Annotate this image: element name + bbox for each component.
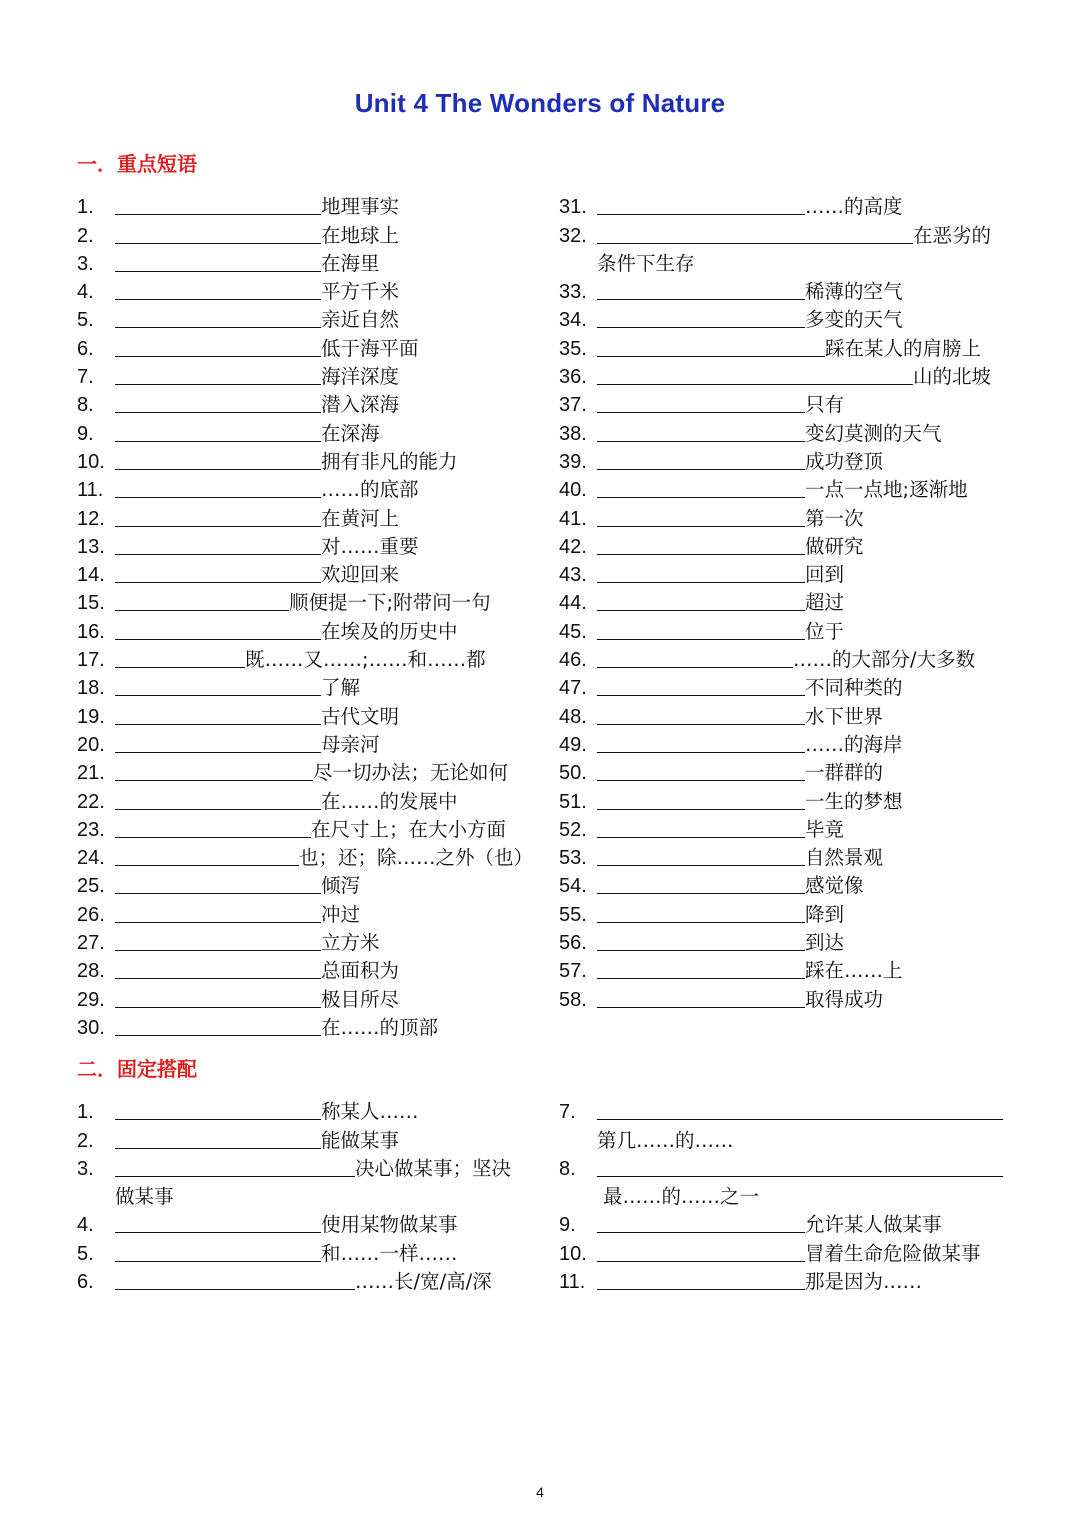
answer-blank[interactable] <box>115 647 245 668</box>
item-number: 33. <box>559 281 587 304</box>
answer-blank[interactable] <box>115 1212 321 1233</box>
item-number: 49. <box>559 733 587 756</box>
item-number: 5. <box>77 1242 94 1265</box>
item-number: 2. <box>77 224 94 247</box>
answer-blank[interactable] <box>597 675 805 696</box>
phrase-item <box>77 672 533 700</box>
item-meaning: 在尺寸上；在大小方面 <box>311 817 507 841</box>
item-meaning: 超过 <box>805 591 845 615</box>
phrase-item <box>559 191 991 219</box>
item-meaning: 在埃及的历史中 <box>321 619 458 643</box>
answer-blank[interactable] <box>597 647 793 668</box>
phrase-item <box>559 559 991 587</box>
answer-blank[interactable] <box>597 590 805 611</box>
item-number: 14. <box>77 564 105 587</box>
item-meaning: 古代文明 <box>321 704 400 728</box>
item-meaning: 只有 <box>805 393 845 417</box>
phrase-item <box>77 898 533 926</box>
item-meaning: 降到 <box>805 902 845 926</box>
phrase-item <box>559 927 991 955</box>
item-meaning: 在黄河上 <box>321 506 400 530</box>
answer-blank[interactable] <box>115 307 321 328</box>
phrase-item <box>559 672 991 700</box>
item-number: 3. <box>77 1157 94 1180</box>
phrase-item <box>559 842 991 870</box>
item-number: 21. <box>77 762 105 785</box>
item-meaning: 在恶劣的 <box>913 223 992 247</box>
answer-blank[interactable] <box>115 223 321 244</box>
phrase-item <box>77 1209 511 1237</box>
phrase-item <box>77 1124 511 1152</box>
answer-blank[interactable] <box>597 336 825 357</box>
phrase-item <box>77 757 533 785</box>
phrase-item <box>77 587 533 615</box>
item-number: 1. <box>77 1101 94 1124</box>
item-meaning: 冒着生命危险做某事 <box>805 1241 981 1265</box>
phrase-item <box>559 1266 1003 1294</box>
item-number: 42. <box>559 535 587 558</box>
answer-blank[interactable] <box>115 1241 321 1262</box>
answer-blank[interactable] <box>115 562 321 583</box>
item-meaning: 在……的顶部 <box>321 1015 439 1039</box>
phrase-item <box>77 502 533 530</box>
item-number: 40. <box>559 479 587 502</box>
item-number: 51. <box>559 790 587 813</box>
item-meaning: 极目所尽 <box>321 987 400 1011</box>
answer-blank[interactable] <box>115 477 321 498</box>
phrase-item <box>77 1266 511 1294</box>
item-number: 58. <box>559 988 587 1011</box>
item-number: 23. <box>77 818 105 841</box>
item-number: 56. <box>559 932 587 955</box>
item-meaning: 海洋深度 <box>321 365 400 389</box>
phrase-item <box>559 219 991 247</box>
phrase-item <box>77 446 533 474</box>
collocations-right-column <box>559 1096 1003 1294</box>
key-phrases-left-column <box>77 191 533 1040</box>
phrase-item <box>559 361 991 389</box>
item-number: 10. <box>559 1242 587 1265</box>
phrase-item <box>77 870 533 898</box>
answer-blank[interactable] <box>115 930 321 951</box>
item-number: 1. <box>77 196 94 219</box>
phrase-item <box>559 417 991 445</box>
item-meaning: ……的高度 <box>805 195 903 219</box>
item-meaning: 和……一样…… <box>321 1241 458 1265</box>
item-number: 15. <box>77 592 105 615</box>
answer-blank[interactable] <box>115 421 321 442</box>
phrase-item <box>559 870 991 898</box>
section-heading-fixed-collocations: 二．固定搭配 <box>77 1057 197 1081</box>
item-number: 9. <box>77 422 94 445</box>
answer-blank[interactable] <box>597 760 805 781</box>
answer-blank[interactable] <box>115 1156 355 1177</box>
phrase-item <box>559 1209 1003 1237</box>
item-number: 50. <box>559 762 587 785</box>
item-number: 45. <box>559 620 587 643</box>
item-number: 38. <box>559 422 587 445</box>
item-meaning: 地理事实 <box>321 195 400 219</box>
item-number: 54. <box>559 875 587 898</box>
phrase-item <box>559 276 991 304</box>
item-number: 24. <box>77 847 105 870</box>
item-number: 28. <box>77 960 105 983</box>
answer-blank[interactable] <box>597 364 913 385</box>
item-number: 46. <box>559 649 587 672</box>
phrase-item <box>77 248 533 276</box>
phrase-item <box>559 700 991 728</box>
item-number: 26. <box>77 903 105 926</box>
phrase-item <box>77 615 533 643</box>
item-number: 20. <box>77 733 105 756</box>
answer-blank[interactable] <box>597 279 805 300</box>
answer-blank[interactable] <box>597 732 805 753</box>
item-meaning: 踩在某人的肩膀上 <box>825 336 982 360</box>
item-meaning: 位于 <box>805 619 845 643</box>
answer-blank[interactable] <box>597 307 805 328</box>
item-meaning: 能做某事 <box>321 1128 400 1152</box>
item-meaning: 拥有非凡的能力 <box>321 449 458 473</box>
item-number: 35. <box>559 337 587 360</box>
phrase-item <box>559 729 991 757</box>
item-meaning: 那是因为…… <box>805 1270 923 1294</box>
answer-blank[interactable] <box>597 421 805 442</box>
answer-blank[interactable] <box>115 336 321 357</box>
item-meaning: 到达 <box>805 931 845 955</box>
answer-blank[interactable] <box>597 223 913 244</box>
phrase-item <box>77 1237 511 1265</box>
answer-blank[interactable] <box>597 534 805 555</box>
phrase-item <box>559 1153 1003 1181</box>
item-meaning: 自然景观 <box>805 846 884 870</box>
answer-blank[interactable] <box>597 392 805 413</box>
item-number: 32. <box>559 224 587 247</box>
item-meaning: 决心做某事；坚决 <box>355 1156 512 1180</box>
item-meaning: 在……的发展中 <box>321 789 458 813</box>
item-meaning-continued: 最……的……之一 <box>603 1185 760 1209</box>
answer-blank[interactable] <box>115 1099 321 1120</box>
answer-blank[interactable] <box>597 1241 805 1262</box>
item-meaning: 第一次 <box>805 506 864 530</box>
phrase-item <box>77 785 533 813</box>
item-meaning: 使用某物做某事 <box>321 1213 458 1237</box>
item-meaning: 允许某人做某事 <box>805 1213 942 1237</box>
item-meaning: 山的北坡 <box>913 365 992 389</box>
answer-blank[interactable] <box>597 789 805 810</box>
item-number: 3. <box>77 252 94 275</box>
item-number: 6. <box>77 1271 94 1294</box>
answer-blank[interactable] <box>115 732 321 753</box>
phrase-item <box>77 276 533 304</box>
item-number: 31. <box>559 196 587 219</box>
item-number: 8. <box>77 394 94 417</box>
answer-blank[interactable] <box>115 675 321 696</box>
phrase-item <box>77 729 533 757</box>
answer-blank[interactable] <box>597 704 805 725</box>
item-meaning: 平方千米 <box>321 280 400 304</box>
answer-blank[interactable] <box>115 958 321 979</box>
item-meaning: 了解 <box>321 676 361 700</box>
section-heading-key-phrases: 一．重点短语 <box>77 152 197 176</box>
phrase-item <box>559 474 991 502</box>
item-meaning-continued: 条件下生存 <box>597 251 695 275</box>
item-number: 4. <box>77 1214 94 1237</box>
collocations-left-column <box>77 1096 511 1294</box>
phrase-item <box>77 361 533 389</box>
item-meaning: ……长/宽/高/深 <box>355 1270 492 1294</box>
item-meaning: 总面积为 <box>321 959 400 983</box>
item-number: 6. <box>77 337 94 360</box>
phrase-item <box>77 417 533 445</box>
phrase-item <box>559 389 991 417</box>
phrase-item <box>77 814 533 842</box>
item-meaning: 对……重要 <box>321 534 419 558</box>
item-number: 44. <box>559 592 587 615</box>
answer-blank[interactable] <box>597 902 805 923</box>
item-meaning: 稀薄的空气 <box>805 280 903 304</box>
phrase-item <box>559 757 991 785</box>
item-number: 4. <box>77 281 94 304</box>
item-meaning: 潜入深海 <box>321 393 400 417</box>
phrase-item <box>559 955 991 983</box>
item-meaning: 称某人…… <box>321 1100 419 1124</box>
item-meaning: 回到 <box>805 563 845 587</box>
item-meaning: 既……又……;……和……都 <box>245 648 486 672</box>
item-number: 11. <box>77 479 104 502</box>
phrase-item <box>77 1096 511 1124</box>
item-number: 11. <box>559 1271 586 1294</box>
item-number: 39. <box>559 450 587 473</box>
phrase-item <box>559 1096 1003 1124</box>
item-number: 25. <box>77 875 105 898</box>
phrase-item <box>77 219 533 247</box>
item-meaning: 不同种类的 <box>805 676 903 700</box>
key-phrases-right-column <box>559 191 991 1012</box>
phrase-item <box>559 332 991 360</box>
answer-blank[interactable] <box>115 506 321 527</box>
phrase-item <box>77 983 533 1011</box>
phrase-item <box>77 531 533 559</box>
item-number: 10. <box>77 450 105 473</box>
item-number: 55. <box>559 903 587 926</box>
answer-blank[interactable] <box>597 506 805 527</box>
phrase-item <box>77 191 533 219</box>
phrase-item <box>559 502 991 530</box>
item-meaning: 成功登顶 <box>805 449 884 473</box>
answer-blank[interactable] <box>597 817 805 838</box>
answer-blank[interactable] <box>115 845 299 866</box>
answer-blank[interactable] <box>115 873 321 894</box>
item-number: 12. <box>77 507 105 530</box>
item-meaning: 顺便提一下;附带问一句 <box>289 591 491 615</box>
answer-blank[interactable] <box>115 279 321 300</box>
item-meaning: 在深海 <box>321 421 380 445</box>
phrase-item <box>77 1012 533 1040</box>
item-meaning: 毕竟 <box>805 817 845 841</box>
answer-blank[interactable] <box>115 251 321 272</box>
phrase-item <box>77 332 533 360</box>
phrase-item <box>77 474 533 502</box>
answer-blank[interactable] <box>115 449 321 470</box>
phrase-item <box>559 587 991 615</box>
answer-blank[interactable] <box>597 562 805 583</box>
answer-blank[interactable] <box>597 1269 805 1290</box>
item-meaning-continued: 第几……的…… <box>597 1128 734 1152</box>
answer-blank[interactable] <box>115 1269 355 1290</box>
item-meaning-continued: 做某事 <box>115 1185 174 1209</box>
item-number: 17. <box>77 649 105 672</box>
item-number: 43. <box>559 564 587 587</box>
answer-blank[interactable] <box>597 619 805 640</box>
phrase-item <box>559 446 991 474</box>
item-meaning: 水下世界 <box>805 704 884 728</box>
answer-blank[interactable] <box>597 1212 805 1233</box>
item-number: 36. <box>559 366 587 389</box>
item-number: 37. <box>559 394 587 417</box>
phrase-item <box>77 700 533 728</box>
item-number: 53. <box>559 847 587 870</box>
answer-blank[interactable] <box>115 902 321 923</box>
item-number: 34. <box>559 309 587 332</box>
item-meaning: 多变的天气 <box>805 308 903 332</box>
page-number: 4 <box>536 1484 544 1500</box>
phrase-item <box>559 304 991 332</box>
item-meaning: 变幻莫测的天气 <box>805 421 942 445</box>
item-meaning: 一生的梦想 <box>805 789 903 813</box>
item-number: 30. <box>77 1016 105 1039</box>
item-meaning: 冲过 <box>321 902 361 926</box>
answer-blank[interactable] <box>115 590 289 611</box>
answer-blank[interactable] <box>115 789 321 810</box>
item-number: 52. <box>559 818 587 841</box>
answer-blank[interactable] <box>597 449 805 470</box>
phrase-item <box>559 983 991 1011</box>
item-number: 29. <box>77 988 105 1011</box>
phrase-item <box>77 842 533 870</box>
item-meaning: 在海里 <box>321 251 380 275</box>
answer-blank[interactable] <box>597 1156 1003 1177</box>
item-number: 57. <box>559 960 587 983</box>
answer-blank[interactable] <box>597 1099 1003 1120</box>
phrase-item <box>559 1237 1003 1265</box>
item-meaning: 取得成功 <box>805 987 884 1011</box>
item-meaning: ……的大部分/大多数 <box>793 648 976 672</box>
item-meaning: 尽一切办法；无论如何 <box>313 761 509 785</box>
item-number: 18. <box>77 677 105 700</box>
answer-blank[interactable] <box>115 760 313 781</box>
answer-blank[interactable] <box>115 1015 321 1036</box>
phrase-item <box>559 785 991 813</box>
phrase-item <box>77 927 533 955</box>
item-meaning: 倾泻 <box>321 874 361 898</box>
item-number: 16. <box>77 620 105 643</box>
answer-blank[interactable] <box>115 392 321 413</box>
phrase-item <box>77 389 533 417</box>
answer-blank[interactable] <box>115 987 321 1008</box>
item-meaning: 感觉像 <box>805 874 864 898</box>
item-number: 22. <box>77 790 105 813</box>
item-meaning: 欢迎回来 <box>321 563 400 587</box>
answer-blank[interactable] <box>115 194 321 215</box>
item-meaning: 母亲河 <box>321 732 380 756</box>
item-meaning: 一点一点地;逐渐地 <box>805 478 968 502</box>
phrase-item <box>77 559 533 587</box>
answer-blank[interactable] <box>115 619 321 640</box>
item-number: 47. <box>559 677 587 700</box>
item-number: 48. <box>559 705 587 728</box>
phrase-item <box>559 615 991 643</box>
phrase-item <box>77 304 533 332</box>
item-number: 27. <box>77 932 105 955</box>
item-meaning: 也；还；除……之外（也） <box>299 846 534 870</box>
item-meaning: 一群群的 <box>805 761 884 785</box>
item-number: 41. <box>559 507 587 530</box>
answer-blank[interactable] <box>115 704 321 725</box>
item-number: 5. <box>77 309 94 332</box>
answer-blank[interactable] <box>597 930 805 951</box>
phrase-item <box>77 644 533 672</box>
item-number: 8. <box>559 1157 576 1180</box>
phrase-item <box>559 531 991 559</box>
item-number: 19. <box>77 705 105 728</box>
item-number: 13. <box>77 535 105 558</box>
item-number: 7. <box>559 1101 576 1124</box>
item-meaning: ……的海岸 <box>805 732 903 756</box>
item-number: 9. <box>559 1214 576 1237</box>
item-meaning: 踩在……上 <box>805 959 903 983</box>
item-number: 7. <box>77 366 94 389</box>
page-title: Unit 4 The Wonders of Nature <box>354 88 726 118</box>
item-meaning: 低于海平面 <box>321 336 419 360</box>
answer-blank[interactable] <box>597 845 805 866</box>
answer-blank[interactable] <box>597 194 805 215</box>
phrase-item <box>559 644 991 672</box>
answer-blank[interactable] <box>115 364 321 385</box>
item-meaning: 亲近自然 <box>321 308 400 332</box>
item-meaning: 立方米 <box>321 931 380 955</box>
item-meaning: 在地球上 <box>321 223 400 247</box>
answer-blank[interactable] <box>597 958 805 979</box>
answer-blank[interactable] <box>115 534 321 555</box>
answer-blank[interactable] <box>597 873 805 894</box>
answer-blank[interactable] <box>597 477 805 498</box>
phrase-item <box>77 1153 511 1181</box>
item-meaning: 做研究 <box>805 534 864 558</box>
answer-blank[interactable] <box>597 987 805 1008</box>
phrase-item <box>77 955 533 983</box>
phrase-item <box>559 814 991 842</box>
answer-blank[interactable] <box>115 1128 321 1149</box>
phrase-item <box>559 898 991 926</box>
item-number: 2. <box>77 1129 94 1152</box>
answer-blank[interactable] <box>115 817 311 838</box>
item-meaning: ……的底部 <box>321 478 419 502</box>
